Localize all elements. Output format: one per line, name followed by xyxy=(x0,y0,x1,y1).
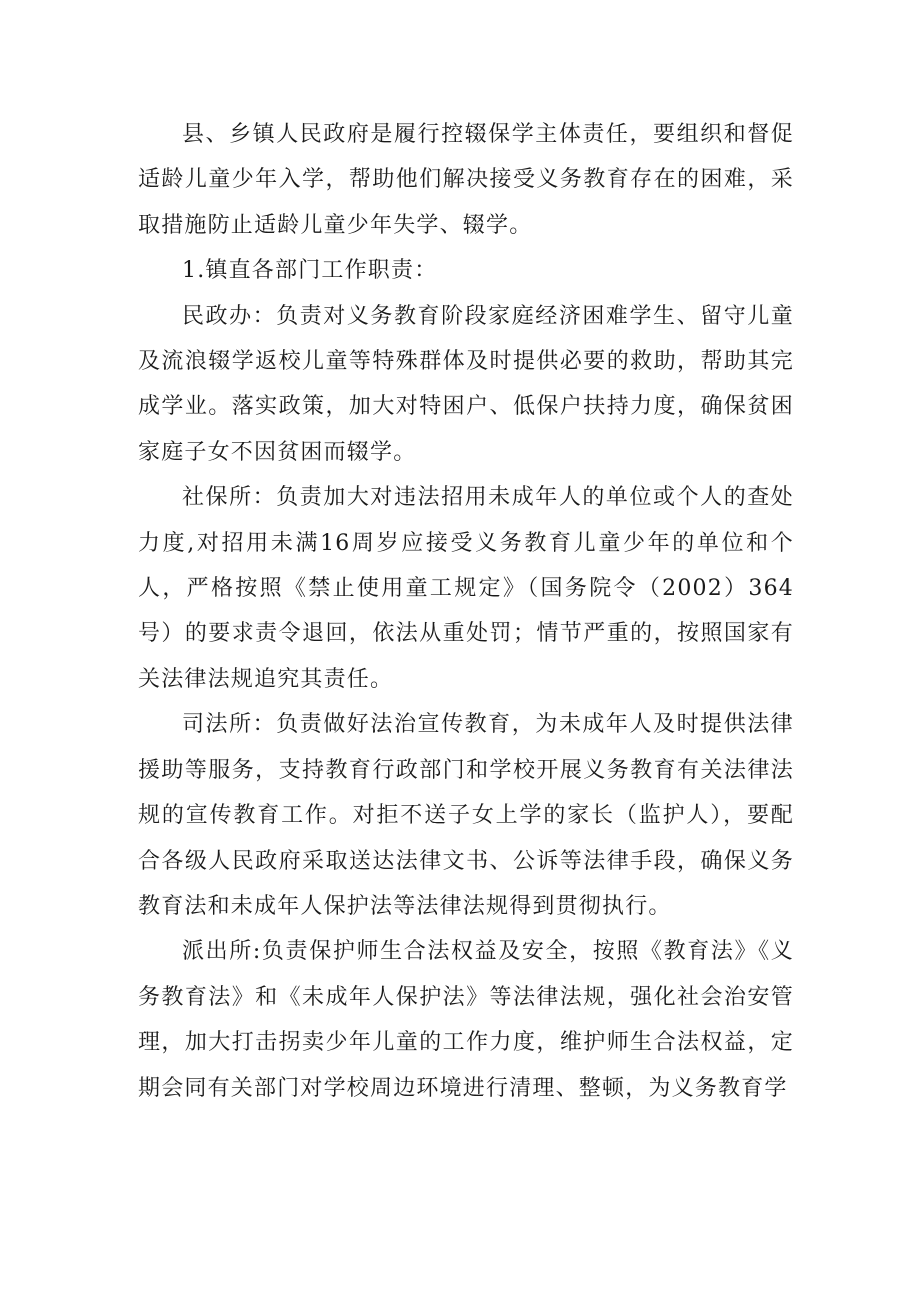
paragraph-civil-affairs: 民政办：负责对义务教育阶段家庭经济困难学生、留守儿童及流浪辍学返校儿童等特殊群体及时提供必要的救助，帮助其完成学业。落实政策，加大对特困户、低保户扶持力度，确保贫困家庭子女不因贫困而辍学。 xyxy=(138,303,794,465)
paragraph-social-security: 社保所：负责加大对违法招用未成年人的单位或个人的查处力度,对招用未满16周岁应接受义务教育儿童少年的单位和个人，严格按照《禁止使用童工规定》（国务院令（2002）364号）的要求责令退回，依法从重处罚；情节严重的，按照国家有关法律法规追究其责任。 xyxy=(138,485,794,692)
paragraph-police: 派出所:负责保护师生合法权益及安全，按照《教育法》《义务教育法》和《未成年人保护法》等法律法规，强化社会治安管理，加大打击拐卖少年儿童的工作力度，维护师生合法权益，定期会同有关部门对学校周边环境进行清理、整顿，为义务教育学 xyxy=(138,939,794,1101)
paragraph-section-heading: 1.镇直各部门工作职责： xyxy=(182,258,438,284)
paragraph-judicial: 司法所：负责做好法治宣传教育，为未成年人及时提供法律援助等服务，支持教育行政部门和学校开展义务教育有关法律法规的宣传教育工作。对拒不送子女上学的家长（监护人），要配合各级人民政府采取送达法律文书、公诉等法律手段，确保义务教育法和未成年人保护法等法律法规得到贯彻执行。 xyxy=(138,712,794,919)
document-body xyxy=(138,112,794,1111)
paragraph-intro: 县、乡镇人民政府是履行控辍保学主体责任，要组织和督促适龄儿童少年入学，帮助他们解决接受义务教育存在的困难，采取措施防止适龄儿童少年失学、辍学。 xyxy=(138,122,794,238)
